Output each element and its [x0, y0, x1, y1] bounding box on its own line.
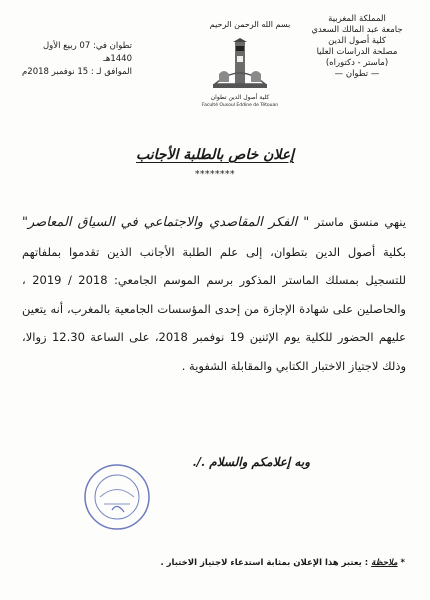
logo-caption-arabic: كلية أصول الدين تطوان [210, 94, 270, 101]
faculty-logo-icon [205, 38, 275, 94]
institution-header [302, 14, 412, 80]
note-label: ملاحظة [371, 558, 398, 568]
header-line-service: مصلحة الدراسات العليا [316, 47, 398, 57]
announcement-body [22, 208, 406, 381]
note-text: : يعتبر هذا الإعلان بمثابة استدعاء لاجتياز الاختبار . [160, 558, 372, 568]
date-block [22, 40, 132, 79]
body-text: بكلية أصول الدين بتطوان، إلى علم الطلبة الأجانب الذين تقدموا بملفاتهم للتسجيل بمسلك الماستر المذكور برسم الموسم الجامعي: 2018 / 2019 ، والحاصلين على شهادة الإجازة من إحدى المؤسسات الجامعية بالمغرب، أنه يتعين عليهم الحضور للكلية يوم الإثنين 19 نوفمبر 2018، على الساعة 12.30 زوالا، وذلك لاجتياز الاختبار الكتابي والمقابلة الشفوية . [22, 244, 406, 373]
official-stamp-icon [82, 462, 152, 532]
hijri-date: تطوان في: 07 ربيع الأول 1440هـ [42, 41, 132, 64]
body-intro: ينهي منسق ماستر [309, 215, 406, 229]
title-separator: ******** [195, 170, 235, 180]
logo-caption [190, 94, 290, 110]
header-line-faculty: كلية أصول الدين [328, 36, 386, 46]
program-name: " الفكر المقاصدي والاجتماعي في السياق المعاصر" [22, 215, 310, 230]
bismillah: بسم الله الرحمن الرحيم [209, 20, 291, 29]
header-line-university: جامعة عبد المالك السعدي [311, 25, 403, 35]
header-line-kingdom: المملكة المغربية [328, 14, 386, 24]
header-line-programs: (ماستر - دكتوراه) [325, 58, 389, 68]
logo-caption-latin: Faculté Ousoul Eddine de Tétouan [201, 103, 279, 108]
gregorian-date: الموافق لـ : 15 نوفمبر 2018م [22, 67, 132, 77]
announcement-title: إعلان خاص بالطلبة الأجانب [135, 147, 295, 163]
closing-salutation: وبه إعلامكم والسلام ./. [192, 455, 310, 469]
footnote: * ملاحظة : يعتبر هذا الإعلان بمثابة استدعاء لاجتياز الاختبار . [160, 558, 405, 568]
header-line-city: — تطوان — [334, 69, 380, 79]
